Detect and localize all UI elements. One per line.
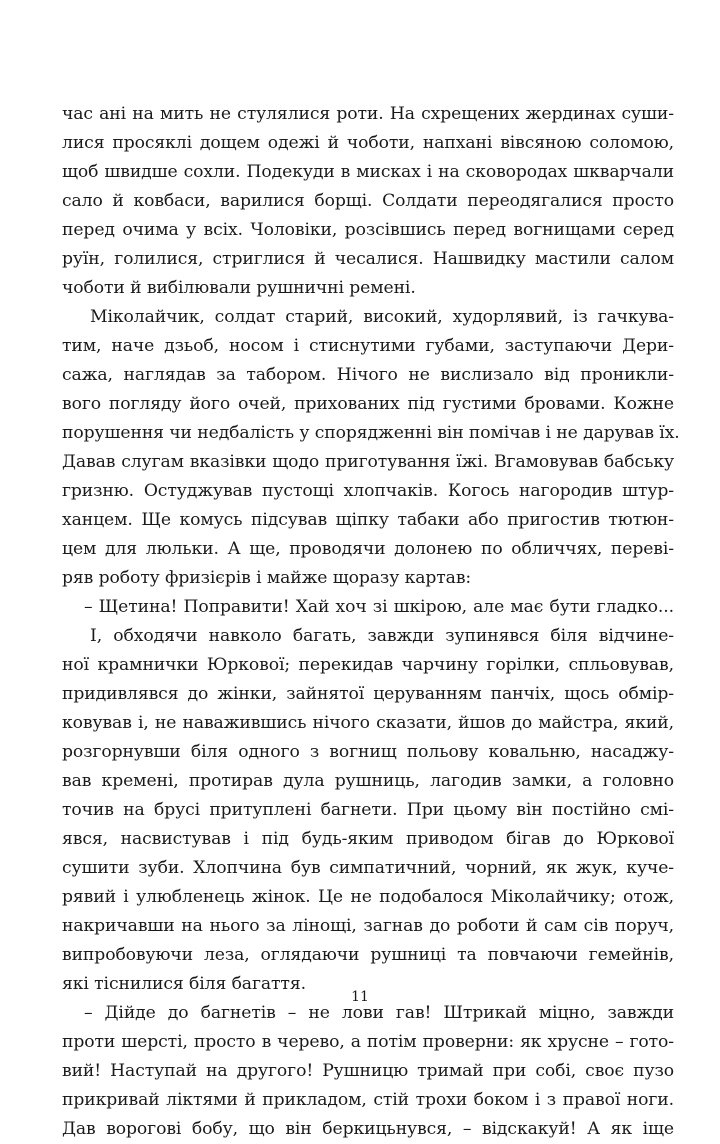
text-line: придивлявся до жінки, зайнятої церуванням панчіх, щось обмір- (62, 684, 674, 704)
page-number: 11 (351, 989, 369, 1005)
text-line: ної крамнички Юркової; перекидав чарчину горілки, спльовував, (62, 655, 674, 675)
text-line: гризню. Остуджував пустощі хлопчаків. Когось нагородив штур- (62, 481, 674, 501)
text-line: випробовуючи леза, оглядаючи рушниці та повчаючи гемейнів, (62, 945, 674, 965)
text-line: явся, насвистував і під будь-яким приводом бігав до Юркової (62, 829, 674, 849)
text-line: час ані на мить не стулялися роти. На схрещених жердинах суши- (62, 104, 674, 124)
text-line: перед очима у всіх. Чоловіки, розсівшись перед вогнищами серед (62, 220, 674, 240)
text-line: тим, наче дзьоб, носом і стиснутими губами, заступаючи Дери- (62, 336, 674, 356)
text-line: розгорнувши біля одного з вогнищ польову ковальню, насаджу- (62, 742, 674, 762)
text-line: – Дійде до багнетів – не лови гав! Штрикай міцно, завжди (84, 1003, 674, 1023)
text-line: сушити зуби. Хлопчина був симпатичний, чорний, як жук, куче- (62, 858, 674, 878)
text-line: – Щетина! Поправити! Хай хоч зі шкірою, але має бути гладко... (84, 597, 674, 617)
text-line: порушення чи недбалість у спорядженні він помічав і не дарував їх. (62, 423, 680, 443)
text-line: Давав слугам вказівки щодо приготування їжі. Вгамовував бабську (62, 452, 674, 472)
text-line: цем для люльки. А ще, проводячи долонею по обличчях, переві- (62, 539, 674, 559)
text-line: які тіснилися біля багаття. (62, 974, 306, 994)
text-line: сажа, наглядав за табором. Нічого не вислизало від проникли- (62, 365, 674, 385)
text-line: ханцем. Ще комусь підсував щіпку табаки або пригостив тютюн- (62, 510, 674, 530)
text-line: лися просяклі дощем одежі й чоботи, напхані вівсяною соломою, (62, 133, 674, 153)
text-line: руїн, голилися, стриглися й чесалися. Нашвидку мастили салом (62, 249, 674, 269)
text-line: І, обходячи навколо багать, завжди зупинявся біля відчине- (90, 626, 674, 646)
text-line: сало й ковбаси, варилися борщі. Солдати переодягалися просто (62, 191, 674, 211)
text-line: Міколайчик, солдат старий, високий, худорлявий, із гачкува- (90, 307, 674, 327)
text-line: вий! Наступай на другого! Рушницю тримай при собі, своє пузо (62, 1061, 674, 1081)
text-line: накричавши на нього за лінощі, загнав до роботи й сам сів поруч, (62, 916, 674, 936)
text-line: ковував і, не наважившись нічого сказати, йшов до майстра, який, (62, 713, 674, 733)
text-line: щоб швидше сохли. Подекуди в мисках і на сковородах шкварчали (62, 162, 674, 182)
text-line: чоботи й вибілювали рушничні ремені. (62, 278, 416, 298)
text-line: прикривай ліктями й прикладом, стій трохи боком і з правої ноги. (62, 1090, 674, 1110)
text-line: точив на брусі притуплені багнети. При цьому він постійно смі- (62, 800, 674, 820)
text-line: Дав ворогові бобу, що він беркицьнувся, – відскакуй! А як іще (62, 1119, 674, 1139)
text-line: ряв роботу фризієрів і майже щоразу картав: (62, 568, 472, 588)
text-line: вого погляду його очей, прихованих під густими бровами. Кожне (62, 394, 674, 414)
text-line: рявий і улюбленець жінок. Це не подобалося Міколайчику; отож, (62, 887, 674, 907)
text-line: проти шерсті, просто в черево, а потім проверни: як хрусне – гото- (62, 1032, 674, 1052)
text-line: вав кремені, протирав дула рушниць, лагодив замки, а головно (62, 771, 674, 791)
